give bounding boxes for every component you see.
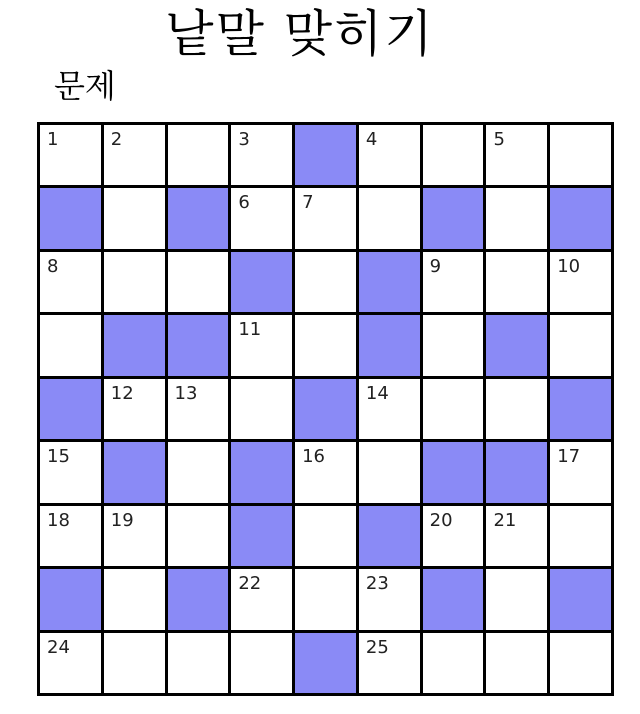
- crossword-cell[interactable]: [423, 633, 484, 693]
- clue-number: 19: [110, 509, 134, 531]
- crossword-cell[interactable]: [104, 569, 165, 629]
- crossword-cell[interactable]: [231, 125, 292, 185]
- clue-number: 6: [238, 192, 250, 214]
- clue-number: 21: [493, 509, 517, 531]
- crossword-cell[interactable]: [550, 633, 611, 693]
- crossword-block-cell: [40, 569, 101, 629]
- crossword-block-cell: [295, 379, 356, 439]
- clue-number: 11: [238, 319, 262, 341]
- crossword-block-cell: [231, 506, 292, 566]
- crossword-cell[interactable]: [168, 442, 229, 502]
- problem-heading: 문제: [54, 67, 116, 105]
- crossword-block-cell: [550, 188, 611, 248]
- crossword-grid: [37, 122, 614, 696]
- clue-number: 13: [174, 382, 198, 404]
- crossword-cell[interactable]: [231, 379, 292, 439]
- crossword-cell[interactable]: [550, 442, 611, 502]
- clue-number: 7: [302, 192, 314, 214]
- crossword-cell[interactable]: [423, 315, 484, 375]
- crossword-block-cell: [168, 569, 229, 629]
- crossword-cell[interactable]: [40, 315, 101, 375]
- crossword-cell[interactable]: [104, 379, 165, 439]
- crossword-cell[interactable]: [550, 252, 611, 312]
- crossword-cell[interactable]: [486, 252, 547, 312]
- crossword-cell[interactable]: [423, 125, 484, 185]
- crossword-block-cell: [40, 188, 101, 248]
- crossword-block-cell: [104, 442, 165, 502]
- clue-number: 14: [365, 382, 389, 404]
- crossword-block-cell: [168, 188, 229, 248]
- crossword-cell[interactable]: [359, 188, 420, 248]
- crossword-cell[interactable]: [359, 125, 420, 185]
- crossword-cell[interactable]: [168, 506, 229, 566]
- crossword-cell[interactable]: [231, 633, 292, 693]
- clue-number: 8: [47, 255, 59, 277]
- clue-number: 2: [110, 129, 123, 150]
- crossword-cell[interactable]: [168, 633, 229, 693]
- crossword-block-cell: [359, 252, 420, 312]
- crossword-cell[interactable]: [550, 506, 611, 566]
- clue-number: 3: [238, 129, 250, 150]
- crossword-cell[interactable]: [40, 633, 101, 693]
- crossword-cell[interactable]: [168, 379, 229, 439]
- clue-number: 23: [365, 573, 389, 595]
- clue-number: 20: [429, 509, 453, 531]
- crossword-cell[interactable]: [40, 125, 101, 185]
- clue-number: 10: [557, 255, 581, 277]
- crossword-cell[interactable]: [231, 315, 292, 375]
- crossword-block-cell: [359, 315, 420, 375]
- crossword-cell[interactable]: [40, 506, 101, 566]
- crossword-cell[interactable]: [423, 252, 484, 312]
- clue-number: 1: [47, 129, 59, 150]
- crossword-cell[interactable]: [486, 633, 547, 693]
- crossword-cell[interactable]: [104, 252, 165, 312]
- crossword-cell[interactable]: [550, 125, 611, 185]
- crossword-cell[interactable]: [550, 315, 611, 375]
- crossword-cell[interactable]: [486, 569, 547, 629]
- clue-number: 22: [238, 573, 262, 595]
- crossword-block-cell: [550, 569, 611, 629]
- crossword-cell[interactable]: [104, 125, 165, 185]
- crossword-cell[interactable]: [359, 569, 420, 629]
- crossword-cell[interactable]: [359, 379, 420, 439]
- crossword-block-cell: [295, 633, 356, 693]
- crossword-block-cell: [486, 442, 547, 502]
- crossword-cell[interactable]: [40, 442, 101, 502]
- crossword-block-cell: [550, 379, 611, 439]
- crossword-cell[interactable]: [104, 633, 165, 693]
- crossword-block-cell: [295, 125, 356, 185]
- crossword-cell[interactable]: [486, 379, 547, 439]
- crossword-block-cell: [231, 252, 292, 312]
- crossword-cell[interactable]: [486, 506, 547, 566]
- crossword-cell[interactable]: [359, 633, 420, 693]
- crossword-cell[interactable]: [231, 569, 292, 629]
- crossword-block-cell: [40, 379, 101, 439]
- crossword-cell[interactable]: [295, 506, 356, 566]
- crossword-block-cell: [168, 315, 229, 375]
- clue-number: 24: [47, 636, 70, 658]
- crossword-block-cell: [104, 315, 165, 375]
- clue-number: 16: [302, 446, 326, 468]
- crossword-cell[interactable]: [486, 125, 547, 185]
- crossword-cell[interactable]: [168, 252, 229, 312]
- crossword-cell[interactable]: [104, 188, 165, 248]
- crossword-cell[interactable]: [486, 188, 547, 248]
- crossword-cell[interactable]: [231, 188, 292, 248]
- clue-number: 18: [47, 509, 70, 531]
- crossword-cell[interactable]: [295, 569, 356, 629]
- crossword-cell[interactable]: [359, 442, 420, 502]
- clue-number: 4: [365, 129, 378, 150]
- clue-number: 15: [47, 446, 70, 468]
- crossword-cell[interactable]: [295, 188, 356, 248]
- clue-number: 17: [557, 446, 581, 468]
- crossword-cell[interactable]: [295, 252, 356, 312]
- crossword-cell[interactable]: [423, 506, 484, 566]
- crossword-cell[interactable]: [295, 442, 356, 502]
- crossword-cell[interactable]: [40, 252, 101, 312]
- crossword-cell[interactable]: [423, 379, 484, 439]
- crossword-cell[interactable]: [104, 506, 165, 566]
- crossword-block-cell: [359, 506, 420, 566]
- crossword-block-cell: [423, 569, 484, 629]
- clue-number: 25: [365, 636, 389, 658]
- crossword-block-cell: [231, 442, 292, 502]
- crossword-block-cell: [423, 188, 484, 248]
- crossword-cell[interactable]: [295, 315, 356, 375]
- crossword-block-cell: [423, 442, 484, 502]
- clue-number: 9: [429, 255, 442, 277]
- clue-number: 5: [493, 129, 505, 150]
- clue-number: 12: [110, 382, 134, 404]
- crossword-cell[interactable]: [168, 125, 229, 185]
- crossword-block-cell: [486, 315, 547, 375]
- page-title: 낱말 맞히기: [165, 5, 435, 63]
